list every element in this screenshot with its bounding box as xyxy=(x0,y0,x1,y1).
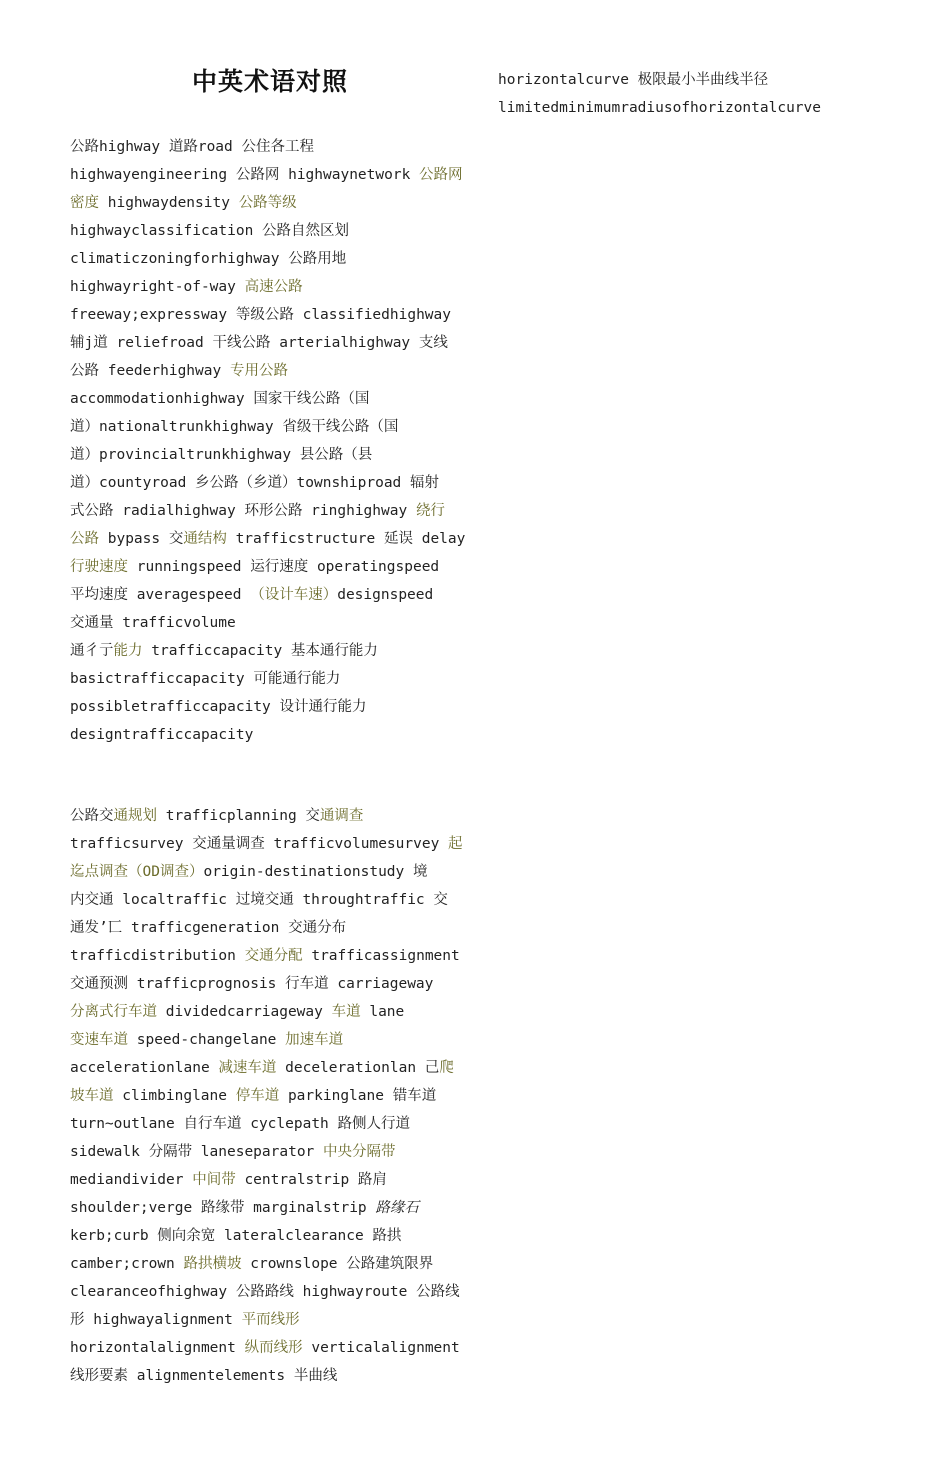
text-line xyxy=(498,66,821,94)
text-line xyxy=(70,273,465,301)
text-line xyxy=(70,858,463,886)
highlighted-term: 路拱横坡 xyxy=(183,1256,242,1272)
highlighted-term: （设计车速） xyxy=(250,587,338,603)
highlighted-term: 通调查 xyxy=(319,808,364,824)
text-line xyxy=(498,94,821,122)
text-line xyxy=(70,830,463,858)
text-segment: 道）provincialtrunkhighway 县公路（县 xyxy=(70,447,373,463)
text-segment: origin-destinationstudy 境 xyxy=(203,864,428,880)
text-segment: camber;crown xyxy=(70,1256,184,1272)
text-segment: dividedcarriageway xyxy=(157,1004,332,1020)
highlighted-term: 中央分隔带 xyxy=(323,1144,396,1160)
text-line xyxy=(70,469,465,497)
highlighted-term: 起 xyxy=(448,836,463,852)
text-segment: verticalalignment xyxy=(302,1340,460,1356)
text-segment: 辅j道 reliefroad 干线公路 arterialhighway 支线 xyxy=(70,335,448,351)
text-segment: decelerationlan 己 xyxy=(276,1060,440,1076)
highlighted-term: 减速车道 xyxy=(218,1060,277,1076)
term-column-left-bottom xyxy=(70,802,463,1390)
text-line xyxy=(70,914,463,942)
highlighted-term: 爬 xyxy=(439,1060,454,1076)
text-line xyxy=(70,637,465,665)
text-segment: lane xyxy=(360,1004,405,1020)
text-line xyxy=(70,1082,463,1110)
italic-term: 路缘石 xyxy=(375,1200,419,1216)
text-segment: 交通预测 trafficprognosis 行车道 carriageway xyxy=(70,976,434,992)
highlighted-term: 密度 xyxy=(70,195,99,211)
text-line xyxy=(70,1334,463,1362)
text-line xyxy=(70,525,465,553)
text-segment: accommodationhighway 国家干线公路（国 xyxy=(70,391,370,407)
text-line xyxy=(70,245,465,273)
text-line xyxy=(70,357,465,385)
text-line xyxy=(70,1278,463,1306)
text-line xyxy=(70,413,465,441)
text-segment: climbinglane xyxy=(113,1088,236,1104)
highlighted-term: 公路网 xyxy=(419,167,463,183)
text-line xyxy=(70,497,465,525)
text-line xyxy=(70,1194,463,1222)
text-segment: climaticzoningforhighway 公路用地 xyxy=(70,251,347,267)
text-line xyxy=(70,385,465,413)
term-column-left-top xyxy=(70,133,465,749)
text-segment: 平均速度 averagespeed xyxy=(70,587,251,603)
highlighted-term: 加速车道 xyxy=(285,1032,344,1048)
text-segment: trafficplanning 交 xyxy=(157,808,320,824)
text-segment: 交通量 trafficvolume xyxy=(70,615,236,631)
text-segment: trafficstructure 延误 delay xyxy=(226,531,466,547)
highlighted-term: 高速公路 xyxy=(244,279,303,295)
highlighted-term: 变速车道 xyxy=(70,1032,128,1048)
text-segment: 公路交 xyxy=(70,808,114,824)
text-segment: designtrafficcapacity xyxy=(70,727,254,743)
highlighted-term: 停车道 xyxy=(235,1088,280,1104)
text-line xyxy=(70,1306,463,1334)
text-segment: limitedminimumradiusofhorizontalcurve xyxy=(498,100,822,116)
text-segment: 通发’匸 trafficgeneration 交通分布 xyxy=(70,920,347,936)
text-segment: horizontalalignment xyxy=(70,1340,245,1356)
text-line xyxy=(70,693,465,721)
text-line xyxy=(70,329,465,357)
highlighted-term: 车道 xyxy=(331,1004,361,1020)
text-line xyxy=(70,1362,463,1390)
text-line xyxy=(70,942,463,970)
highlighted-term: 平而线形 xyxy=(241,1312,300,1328)
text-segment: 道）countyroad 乡公路（乡道）townshiproad 辐射 xyxy=(70,475,440,491)
text-segment: trafficdistribution xyxy=(70,948,245,964)
text-segment: highwaydensity xyxy=(99,195,239,211)
text-line xyxy=(70,553,465,581)
text-line xyxy=(70,1026,463,1054)
text-segment: freeway;expressway 等级公路 classifiedhighway xyxy=(70,307,451,323)
highlighted-term: 迄点调查（OD调查） xyxy=(70,864,204,880)
text-segment: 道）nationaltrunkhighway 省级干线公路（国 xyxy=(70,419,399,435)
highlighted-term: 坡车道 xyxy=(70,1088,114,1104)
highlighted-term: 绕行 xyxy=(415,503,445,519)
text-line xyxy=(70,301,465,329)
text-line xyxy=(70,581,465,609)
text-line xyxy=(70,1138,463,1166)
text-segment: sidewalk 分隔带 laneseparator xyxy=(70,1144,324,1160)
highlighted-term: 行驶速度 xyxy=(70,559,128,575)
text-line xyxy=(70,886,463,914)
text-segment: trafficassignment xyxy=(302,948,460,964)
text-line xyxy=(70,721,465,749)
text-line xyxy=(70,665,465,693)
text-segment: shoulder;verge 路缘带 marginalstrip xyxy=(70,1200,376,1216)
text-segment: highwayclassification 公路自然区划 xyxy=(70,223,350,239)
highlighted-term: 公路 xyxy=(70,531,99,547)
text-segment: accelerationlane xyxy=(70,1060,219,1076)
text-segment: possibletrafficcapacity 设计通行能力 xyxy=(70,699,367,715)
text-segment: parkinglane 错车道 xyxy=(279,1088,437,1104)
text-line xyxy=(70,441,465,469)
text-segment: 形 highwayalignment xyxy=(70,1312,242,1328)
text-segment: highwayengineering 公路网 highwaynetwork xyxy=(70,167,420,183)
text-line xyxy=(70,1250,463,1278)
term-column-right xyxy=(498,66,821,122)
text-segment: trafficsurvey 交通量调查 trafficvolumesurvey xyxy=(70,836,449,852)
text-line xyxy=(70,161,465,189)
highlighted-term: 中间带 xyxy=(192,1172,236,1188)
highlighted-term: 纵而线形 xyxy=(244,1340,303,1356)
text-segment: speed-changelane xyxy=(128,1032,286,1048)
text-segment: mediandivider xyxy=(70,1172,193,1188)
text-segment: kerb;curb 侧向余宽 lateralclearance 路拱 xyxy=(70,1228,402,1244)
highlighted-term: 能力 xyxy=(113,643,143,659)
text-line xyxy=(70,1110,463,1138)
text-line xyxy=(70,970,463,998)
text-segment: 内交通 localtraffic 过境交通 throughtraffic 交 xyxy=(70,892,448,908)
text-segment: 线形要素 alignmentelements 半曲线 xyxy=(70,1368,338,1384)
highlighted-term: 交通分配 xyxy=(244,948,303,964)
text-line xyxy=(70,133,465,161)
text-segment: trafficcapacity 基本通行能力 xyxy=(142,643,378,659)
text-segment: 通彳亍 xyxy=(70,643,114,659)
text-segment: horizontalcurve 极限最小半曲线半径 xyxy=(498,72,769,88)
highlighted-term: 通规划 xyxy=(113,808,157,824)
highlighted-term: 公路等级 xyxy=(238,195,297,211)
text-segment: basictrafficcapacity 可能通行能力 xyxy=(70,671,341,687)
text-line xyxy=(70,217,465,245)
text-segment: 式公路 radialhighway 环形公路 ringhighway xyxy=(70,503,416,519)
text-line xyxy=(70,609,465,637)
text-segment: centralstrip 路肩 xyxy=(235,1172,387,1188)
text-line xyxy=(70,1054,463,1082)
text-segment: runningspeed 运行速度 operatingspeed xyxy=(128,559,440,575)
text-segment: turn~outlane 自行车道 cyclepath 路侧人行道 xyxy=(70,1116,411,1132)
text-segment: clearanceofhighway 公路路线 highwayroute 公路线 xyxy=(70,1284,460,1300)
text-line xyxy=(70,1222,463,1250)
text-line xyxy=(70,189,465,217)
highlighted-term: 专用公路 xyxy=(229,363,288,379)
text-segment: designspeed xyxy=(337,587,434,603)
page-title: 中英术语对照 xyxy=(191,67,348,96)
highlighted-term: 通结构 xyxy=(183,531,227,547)
text-segment: bypass 交 xyxy=(99,531,184,547)
text-line xyxy=(70,1166,463,1194)
text-segment: highwayright-of-way xyxy=(70,279,245,295)
text-segment: 公路highway 道路road 公住各工程 xyxy=(70,139,314,155)
highlighted-term: 分离式行车道 xyxy=(70,1004,157,1020)
text-line xyxy=(70,998,463,1026)
text-line xyxy=(70,802,463,830)
text-segment: 公路 feederhighway xyxy=(70,363,230,379)
text-segment: crownslope 公路建筑限界 xyxy=(241,1256,434,1272)
